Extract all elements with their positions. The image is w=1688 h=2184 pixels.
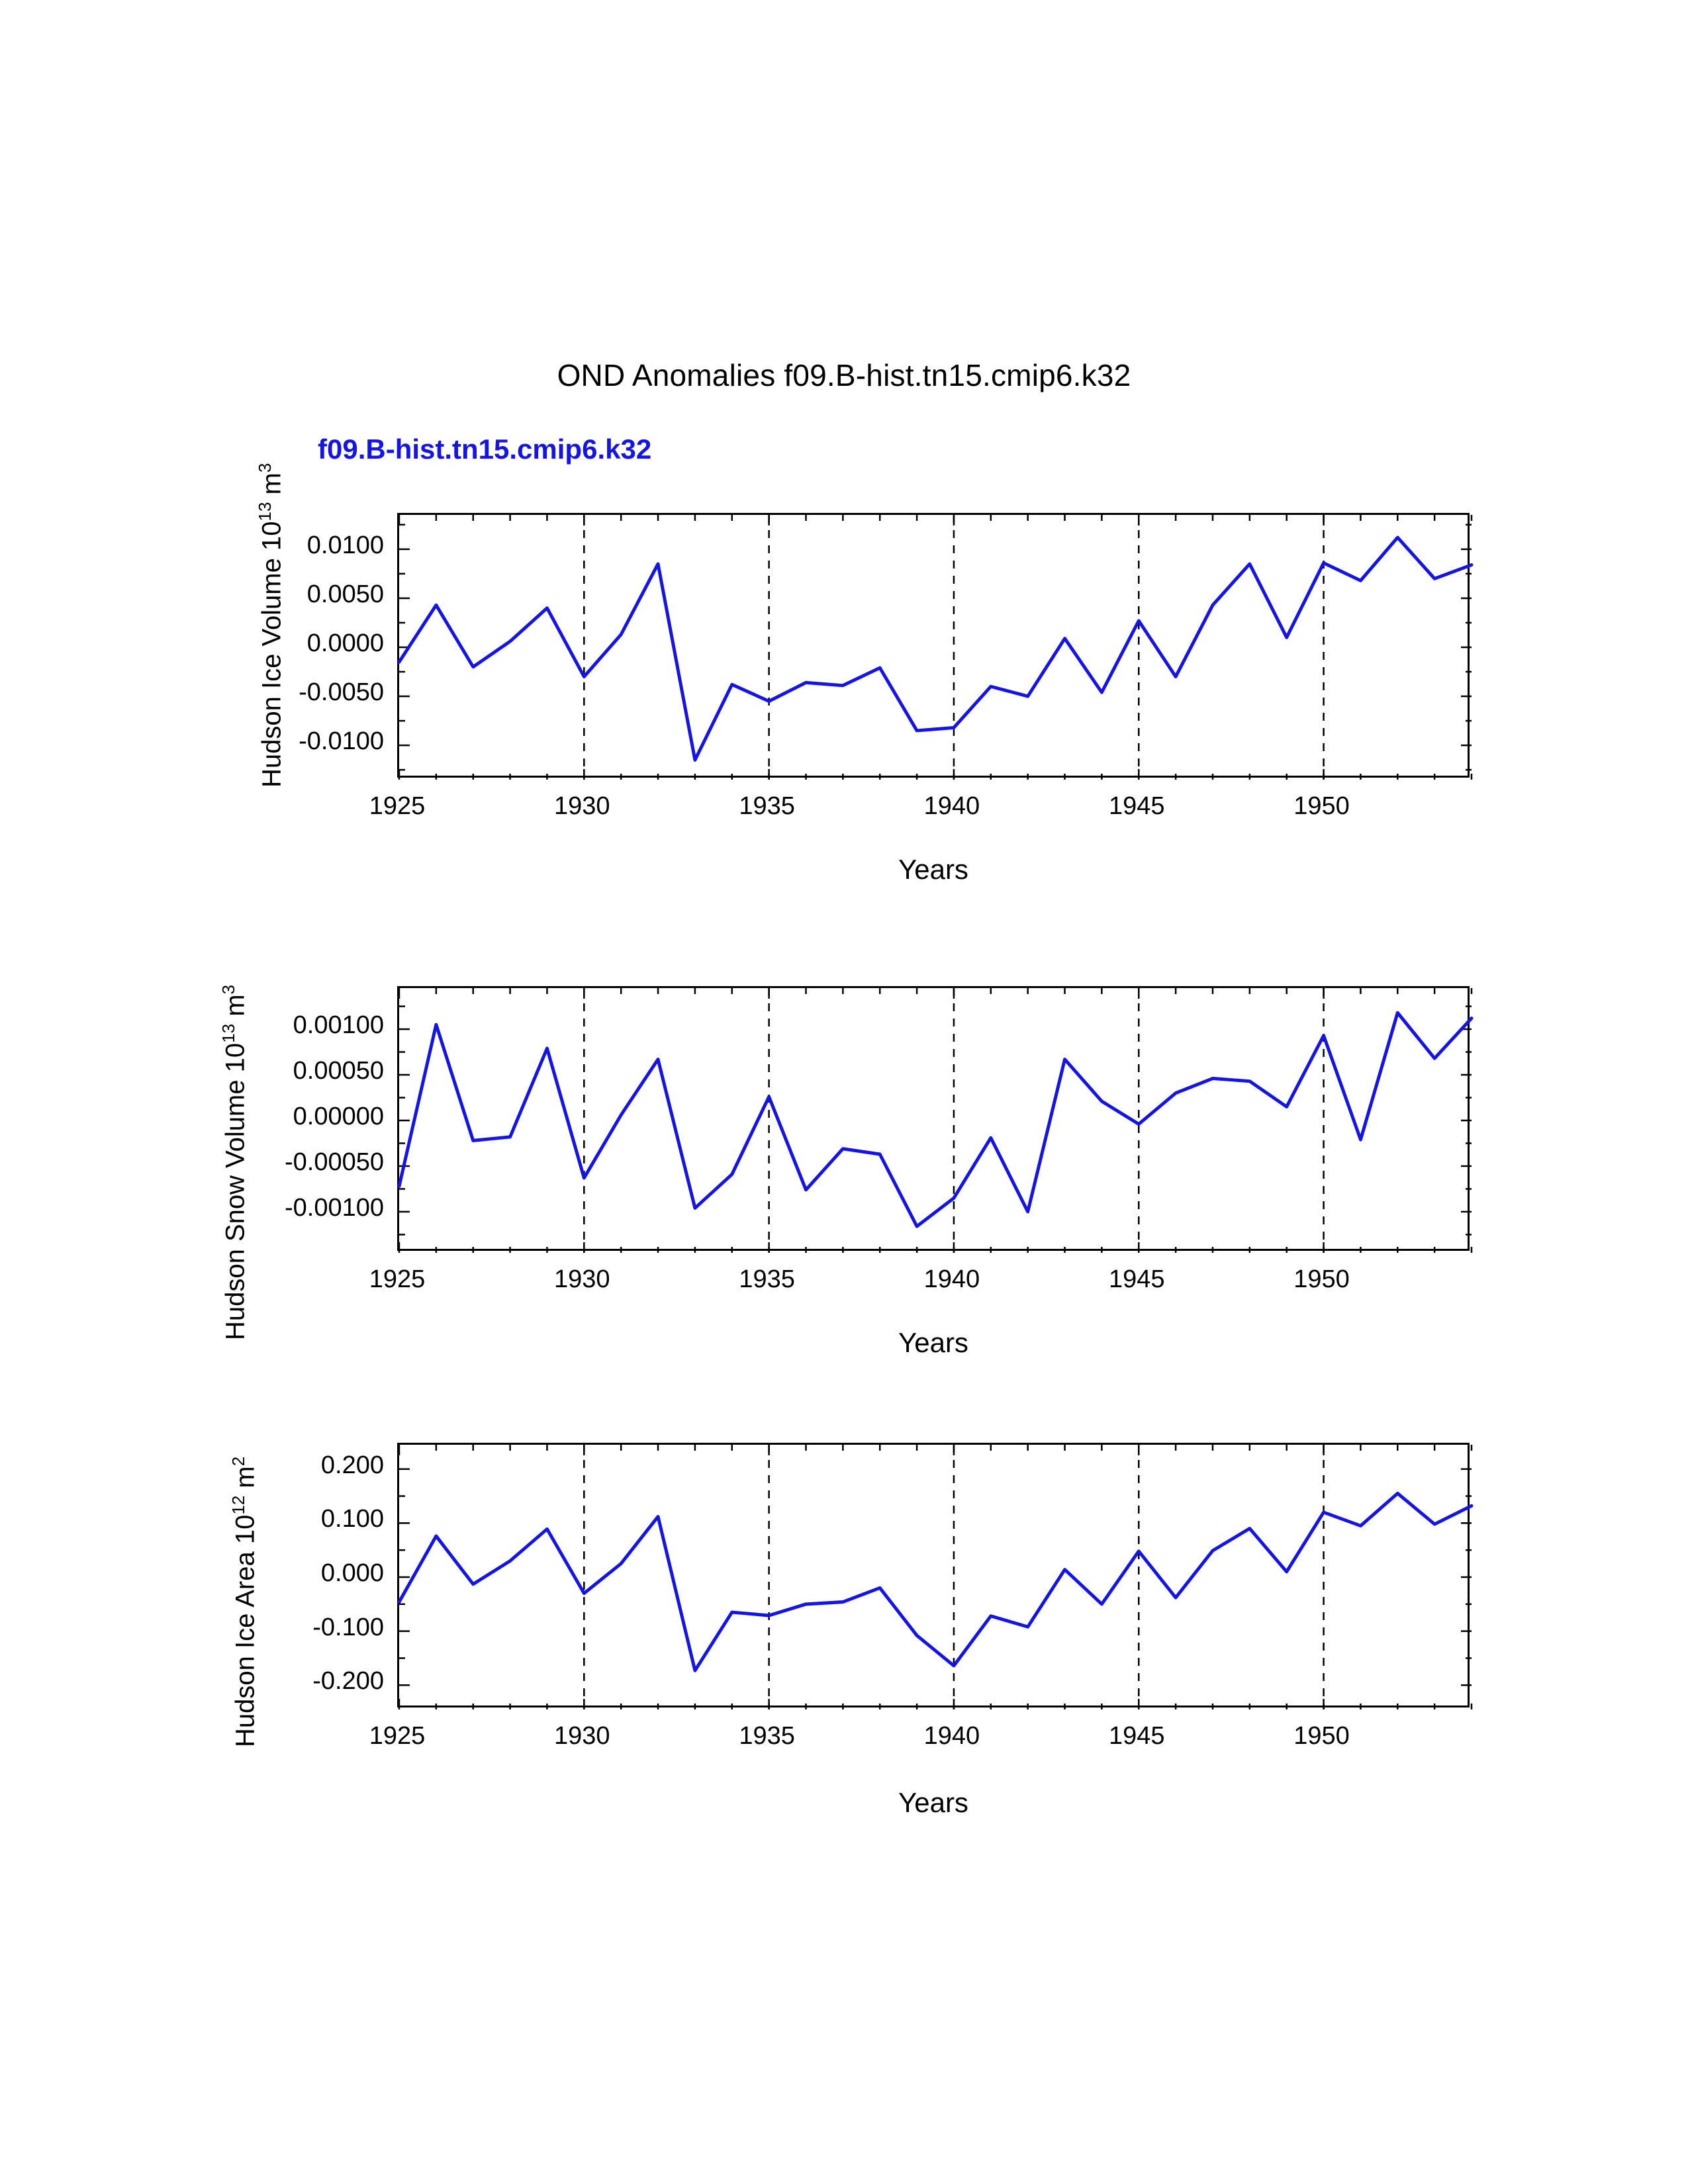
- x-axis-title-ice-area: Years: [898, 1787, 968, 1818]
- y-tick-label-ice-area: 0.200: [320, 1451, 384, 1479]
- y-tick-label-ice-volume: -0.0050: [299, 678, 384, 707]
- x-tick-label-ice-volume: 1930: [554, 792, 610, 820]
- y-tick-label-ice-area: 0.100: [320, 1505, 384, 1533]
- plot-area-snow-volume: [397, 986, 1470, 1251]
- x-tick-label-ice-volume: 1925: [369, 792, 426, 820]
- x-tick-label-snow-volume: 1925: [369, 1265, 426, 1293]
- x-tick-label-snow-volume: 1950: [1293, 1265, 1350, 1293]
- x-tick-label-ice-area: 1945: [1108, 1722, 1165, 1750]
- y-tick-label-ice-volume: 0.0000: [306, 629, 384, 657]
- y-tick-label-snow-volume: 0.00050: [293, 1057, 384, 1085]
- x-tick-label-snow-volume: 1935: [739, 1265, 795, 1293]
- y-tick-label-ice-area: -0.100: [312, 1613, 384, 1641]
- x-axis-title-snow-volume: Years: [898, 1327, 968, 1358]
- y-tick-label-ice-volume: 0.0050: [306, 580, 384, 608]
- y-axis-title-ice-volume: Hudson Ice Volume $10^{13}$ $m^3$: [255, 463, 287, 788]
- plot-line-ice-volume: [399, 515, 1472, 780]
- x-tick-label-ice-area: 1925: [369, 1722, 426, 1750]
- x-tick-label-ice-area: 1940: [923, 1722, 980, 1750]
- plot-area-ice-volume: [397, 513, 1470, 778]
- x-tick-label-snow-volume: 1940: [923, 1265, 980, 1293]
- x-tick-label-ice-volume: 1935: [739, 792, 795, 820]
- x-tick-label-ice-area: 1930: [554, 1722, 610, 1750]
- y-tick-label-snow-volume: 0.00100: [293, 1011, 384, 1040]
- y-axis-title-snow-volume: Hudson Snow Volume $10^{13}$ $m^3$: [218, 984, 250, 1340]
- case-label: f09.B-hist.tn15.cmip6.k32: [318, 433, 652, 465]
- plot-line-snow-volume: [399, 988, 1472, 1253]
- plot-area-ice-area: [397, 1443, 1470, 1707]
- x-tick-label-ice-volume: 1940: [923, 792, 980, 820]
- x-tick-label-ice-area: 1950: [1293, 1722, 1350, 1750]
- x-tick-label-ice-volume: 1950: [1293, 792, 1350, 820]
- y-tick-label-snow-volume: 0.00000: [293, 1103, 384, 1130]
- page-title: OND Anomalies f09.B-hist.tn15.cmip6.k32: [557, 358, 1131, 392]
- y-tick-label-ice-area: -0.200: [312, 1667, 384, 1696]
- y-tick-label-ice-volume: 0.0100: [306, 531, 384, 559]
- x-axis-title-ice-volume: Years: [898, 854, 968, 885]
- y-tick-label-ice-volume: -0.0100: [299, 727, 384, 756]
- x-tick-label-snow-volume: 1945: [1108, 1265, 1165, 1293]
- plot-line-ice-area: [399, 1445, 1472, 1709]
- y-tick-label-snow-volume: -0.00100: [284, 1193, 384, 1222]
- x-tick-label-snow-volume: 1930: [554, 1265, 610, 1293]
- x-tick-label-ice-volume: 1945: [1108, 792, 1165, 820]
- y-tick-label-snow-volume: -0.00050: [284, 1148, 384, 1176]
- x-tick-label-ice-area: 1935: [739, 1722, 795, 1750]
- y-tick-label-ice-area: 0.000: [320, 1559, 384, 1587]
- y-axis-title-ice-area: Hudson Ice Area $10^{12}$ $m^2$: [228, 1456, 260, 1747]
